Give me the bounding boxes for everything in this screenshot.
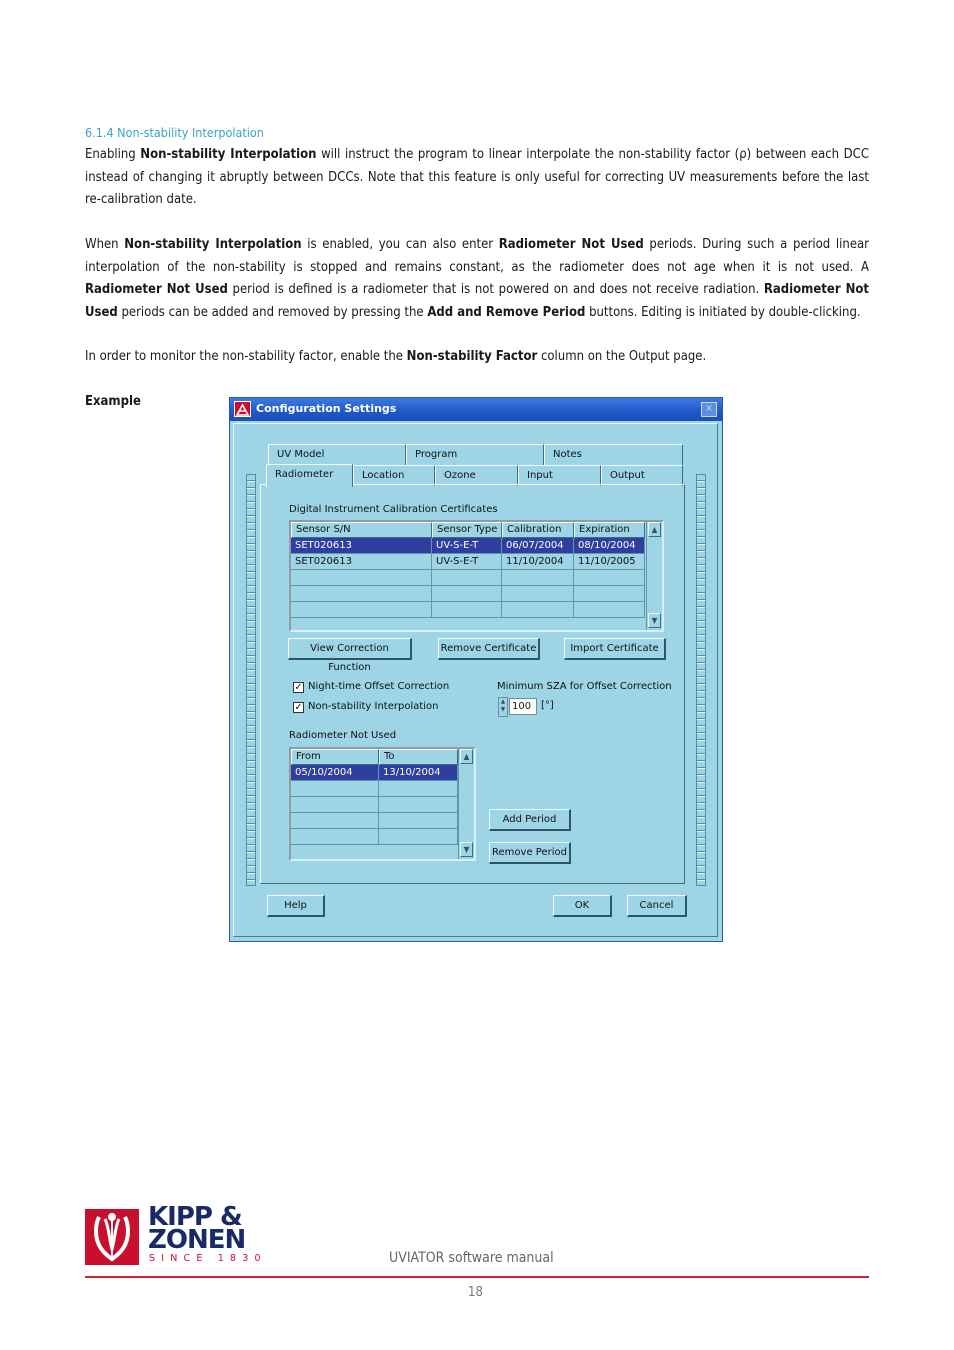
table-row[interactable] [291,554,645,570]
col-to[interactable]: To [379,749,458,765]
cell-sensor-sn: SET020613 [291,554,432,569]
scroll-down-arrow-icon[interactable]: ▼ [460,842,473,857]
table-row-empty[interactable] [291,570,645,586]
cell-expiration: 08/10/2004 [574,538,645,553]
left-ruler [246,474,256,886]
table-row-empty[interactable] [291,797,458,813]
tab-program[interactable]: Program [406,444,544,465]
spin-down-icon[interactable]: ▼ [500,706,506,713]
app-icon [234,401,251,417]
not-used-label: Radiometer Not Used [289,730,397,741]
import-certificate-button[interactable]: Import Certificate [564,638,666,660]
cell-expiration: 11/10/2005 [574,554,645,569]
logo-line-1: KIPP & [148,1202,242,1232]
paragraph-3: In order to monitor the non-stability factor, enable the Non-stability Factor column on the Output page. [85,349,707,364]
table-row-empty[interactable] [291,586,645,602]
not-used-grid[interactable] [289,747,476,861]
cancel-button[interactable]: Cancel [627,895,687,917]
add-period-button[interactable]: Add Period [489,809,571,831]
cell-to: 13/10/2004 [379,765,458,780]
sza-spinner[interactable] [498,697,508,717]
night-offset-label: Night-time Offset Correction [308,681,450,692]
section-heading: 6.1.4 Non-stability Interpolation [85,125,264,140]
help-button[interactable]: Help [267,895,325,917]
example-label: Example [85,394,141,409]
not-used-scrollbar[interactable] [458,749,474,859]
tab-output[interactable]: Output [601,465,683,486]
cell-sensor-type: UV-S-E-T [432,538,502,553]
table-row-empty[interactable] [291,602,645,618]
dialog-titlebar [230,398,722,421]
min-sza-unit: [°] [541,700,554,711]
view-correction-button[interactable]: View Correction Function [288,638,412,660]
scroll-down-arrow-icon[interactable]: ▼ [648,613,661,628]
table-row-empty[interactable] [291,813,458,829]
scroll-up-arrow-icon[interactable]: ▲ [460,749,473,764]
tab-ozone[interactable]: Ozone [435,465,518,486]
remove-period-button[interactable]: Remove Period [489,842,571,864]
logo-wordmark [148,1202,246,1255]
col-sensor-sn[interactable]: Sensor S/N [291,522,432,538]
configuration-dialog [229,397,723,942]
tab-uv-model[interactable]: UV Model [268,444,406,465]
remove-certificate-button[interactable]: Remove Certificate [438,638,540,660]
right-ruler [696,474,706,886]
page-number: 18 [468,1285,483,1300]
dcc-grid[interactable] [289,520,664,632]
cell-calibration: 11/10/2004 [502,554,574,569]
logo-since: SINCE 1830 [149,1253,267,1264]
footer-rule [85,1276,869,1278]
dialog-title: Configuration Settings [256,402,397,415]
min-sza-label: Minimum SZA for Offset Correction [497,681,672,692]
tab-notes[interactable]: Notes [544,444,683,465]
min-sza-input[interactable]: 100 [509,698,537,715]
kipp-zonen-logo-icon [85,1209,139,1265]
table-row[interactable] [291,765,458,781]
cell-sensor-type: UV-S-E-T [432,554,502,569]
table-row-empty[interactable] [291,829,458,845]
dcc-label: Digital Instrument Calibration Certificates [289,504,498,515]
tab-input[interactable]: Input [518,465,601,486]
close-button[interactable]: × [701,402,717,417]
table-row[interactable] [291,538,645,554]
non-stability-checkbox[interactable]: ✓ [294,702,303,713]
table-row-empty[interactable] [291,781,458,797]
ok-button[interactable]: OK [553,895,612,917]
cell-sensor-sn: SET020613 [291,538,432,553]
paragraph-1: Enabling Non-stability Interpolation will instruct the program to linear interpolate the non-stability factor (ρ) between each DCC instead of changing it abruptly between DCCs. Note that this feature is only useful for correcting UV measurements before the last re-calibration date. [85,147,869,207]
spin-up-icon[interactable]: ▲ [500,698,506,705]
non-stability-label: Non-stability Interpolation [308,701,439,712]
dcc-scrollbar[interactable] [646,522,662,630]
footer-title: UVIATOR software manual [389,1250,554,1266]
col-sensor-type[interactable]: Sensor Type [432,522,502,538]
col-calibration[interactable]: Calibration [502,522,574,538]
cell-from: 05/10/2004 [291,765,379,780]
night-offset-checkbox[interactable]: ✓ [294,682,303,693]
cell-calibration: 06/07/2004 [502,538,574,553]
logo-line-2: ZONEN [148,1225,246,1255]
scroll-up-arrow-icon[interactable]: ▲ [648,522,661,537]
tab-location[interactable]: Location [353,465,435,486]
col-expiration[interactable]: Expiration [574,522,645,538]
paragraph-2: When Non-stability Interpolation is enabled, you can also enter Radiometer Not Used periods. During such a period linear interpolation of the non-stability is stopped and remains constant, as the radiometer does not age when it is not used. A Radiometer Not Used period is defined is a radiometer that is not powered on and does not receive radiation. Radiometer Not Used periods can be added and removed by pressing the Add and Remove Period buttons. Editing is initiated by double-clicking. [85,237,869,320]
tab-radiometer[interactable]: Radiometer [266,464,353,487]
col-from[interactable]: From [291,749,379,765]
